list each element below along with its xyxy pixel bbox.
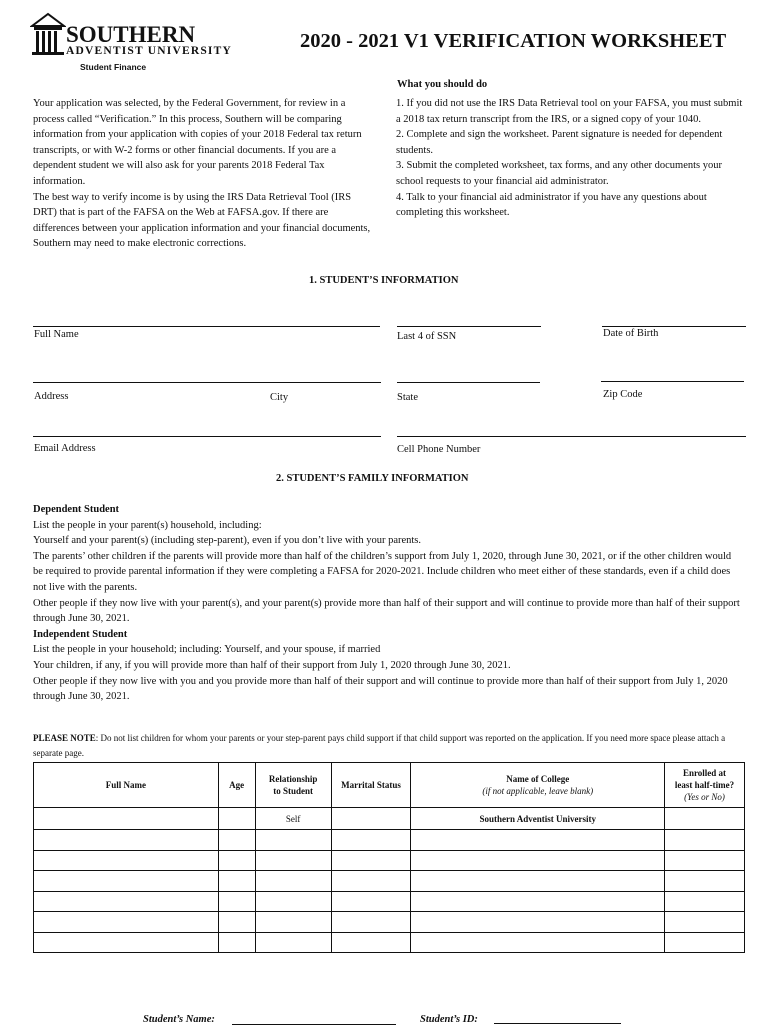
header-enrolled-line3: (Yes or No) [684,792,725,802]
cell-enrolled[interactable] [665,871,745,892]
cell-college-self: Southern Adventist University [411,808,665,830]
header-enrolled-line2: least half-time? [674,780,735,790]
step-4: 4. Talk to your financial aid administrator if you have any questions about completing this worksheet. [396,191,707,219]
address-label: Address [34,391,69,402]
header-college [411,763,665,808]
what-to-do-heading: What you should do [397,79,488,90]
cell-age[interactable] [218,871,255,892]
cell-full-name[interactable] [34,891,219,912]
logo-wordmark-line2: ADVENTIST UNIVERSITY [66,45,232,57]
please-note-label: PLEASE NOTE [33,733,96,743]
please-note-text: : Do not list children for whom your parents or your step-parent pays child support if that child support was reported on the application. If you need more space please attach a separate page. [33,733,726,758]
intro-text [33,96,373,252]
cell-full-name[interactable] [34,932,219,953]
table-row [34,830,745,851]
table-row [34,932,745,953]
cell-full-name[interactable] [34,871,219,892]
please-note [33,731,743,761]
step-2: 2. Complete and sign the worksheet. Parent signature is needed for dependent students. [396,129,723,156]
dependent-line: The parents’ other children if the parents will provide more than half of the children’s support from July 1, 2020, through June 30, 2021, or if the other children would be required to provide parental information if they were completing a FAFSA for 2020-2021. Include children who meet either of these standards, even if a child does not live with the parents. [33,550,732,593]
step-1: 1. If you did not use the IRS Data Retrieval tool on your FAFSA, you must submit a 2018 tax return transcript from the IRS, or a signed copy of your 1040. [396,98,743,125]
independent-line: List the people in your household; including: Yourself, and your spouse, if married [33,644,381,656]
cell-enrolled[interactable] [665,830,745,851]
dependent-line: List the people in your parent(s) household, including: [33,519,262,531]
header-college-line1: Name of College [506,774,570,784]
cell-full-name[interactable] [34,830,219,851]
zip-field[interactable] [601,381,744,382]
table-row [34,912,745,933]
header-enrolled [665,763,745,808]
header-full-name: Full Name [34,763,219,808]
address-field[interactable] [33,382,381,383]
header-enrolled-line1: Enrolled at [682,768,727,778]
cell-full-name[interactable] [34,808,219,830]
cell-enrolled[interactable] [665,891,745,912]
state-label: State [397,392,418,403]
header-relationship [255,763,331,808]
cell-relationship[interactable] [255,830,331,851]
cell-college[interactable] [411,850,665,871]
cell-relationship[interactable] [255,850,331,871]
household-table [33,762,745,953]
table-header-row [34,763,745,808]
cell-relationship[interactable] [255,912,331,933]
cell-college[interactable] [411,891,665,912]
cell-enrolled[interactable] [665,912,745,933]
cell-age[interactable] [218,932,255,953]
what-to-do-list [396,96,748,221]
independent-line: Other people if they now live with you and you provide more than half of their support and will continue to provide more than half of their support from July 1, 2020 through June 30, 2021. [33,675,728,703]
cell-full-name[interactable] [34,850,219,871]
ssn-label: Last 4 of SSN [397,331,457,342]
cell-age[interactable] [218,850,255,871]
document-title: 2020 - 2021 V1 VERIFICATION WORKSHEET [300,30,727,52]
cell-age[interactable] [218,830,255,851]
cell-relationship[interactable] [255,932,331,953]
ssn-field[interactable] [397,326,541,327]
cell-relationship[interactable] [255,891,331,912]
independent-line: Your children, if any, if you will provide more than half of their support from July 1, 2020 through June 30, 2021. [33,659,511,671]
cell-college[interactable] [411,871,665,892]
dob-field[interactable] [602,326,746,327]
email-label: Email Address [34,443,96,454]
table-row [34,850,745,871]
cell-college[interactable] [411,932,665,953]
email-field[interactable] [33,436,381,437]
cell-marital[interactable] [331,912,411,933]
family-instructions [33,502,743,705]
family-info-heading: 2. STUDENT’S FAMILY INFORMATION [276,473,469,484]
dependent-heading: Dependent Student [33,504,120,515]
zip-label: Zip Code [603,389,643,400]
student-id-label: Student’s ID: [420,1014,478,1025]
cell-full-name[interactable] [34,912,219,933]
full-name-field[interactable] [33,326,380,327]
independent-heading: Independent Student [33,628,128,640]
cell-enrolled[interactable] [665,932,745,953]
intro-paragraph-1: Your application was selected, by the Federal Government, for review in a process called “Verification.” In this process, Southern will be comparing information from your application with copies of your 2018 Federal tax return transcripts, or with W-2 forms or other financial documents. If you are a dependent student we will also ask for your parents 2018 Federal Tax information. [33,98,362,187]
cell-relationship-self: Self [255,808,331,830]
cell-age[interactable] [218,912,255,933]
cell-marital[interactable] [331,850,411,871]
logo-wordmark-line1: SOUTHERN [66,22,196,47]
cell-college[interactable] [411,912,665,933]
cell-enrolled[interactable] [665,850,745,871]
table-row-self [34,808,745,830]
table-row [34,891,745,912]
dependent-line: Other people if they now live with your parent(s), and your parent(s) provide more than half of their support and will continue to provide more than half of their support through June 30, 2021. [33,597,740,625]
step-3: 3. Submit the completed worksheet, tax forms, and any other documents your school requests to your financial aid administrator. [396,160,723,187]
cell-marital[interactable] [331,871,411,892]
state-field[interactable] [397,382,540,383]
header-college-line2: (if not applicable, leave blank) [482,786,594,796]
cell-college[interactable] [411,830,665,851]
cell-age[interactable] [218,808,255,830]
header-relationship-line2: to Student [273,786,313,796]
student-info-heading: 1. STUDENT’S INFORMATION [309,275,459,286]
department-label: Student Finance [80,62,147,72]
cell-marital[interactable] [331,830,411,851]
dependent-line: Yourself and your parent(s) (including step-parent), even if you don’t live with your parents. [33,535,422,547]
phone-field[interactable] [397,436,746,437]
student-name-label: Student’s Name: [143,1014,215,1025]
intro-paragraph-2: The best way to verify income is by using the IRS Data Retrieval Tool (IRS DRT) that is part of the FAFSA on the Web at FAFSA.gov. If there are differences between your application information and your financial documents, Southern may need to make electronic corrections. [33,191,371,250]
header-age: Age [218,763,255,808]
cell-enrolled[interactable] [665,808,745,830]
phone-label: Cell Phone Number [397,444,481,455]
building-columns-icon [30,12,66,58]
city-label: City [270,392,289,403]
cell-marital[interactable] [331,891,411,912]
table-row [34,871,745,892]
header-marital-status: Marrital Status [331,763,411,808]
dob-label: Date of Birth [603,328,659,339]
cell-marital[interactable] [331,808,411,830]
full-name-label: Full Name [34,329,79,340]
cell-relationship[interactable] [255,871,331,892]
header-relationship-line1: Relationship [268,774,318,784]
cell-age[interactable] [218,891,255,912]
cell-marital[interactable] [331,932,411,953]
university-logo [30,12,66,58]
